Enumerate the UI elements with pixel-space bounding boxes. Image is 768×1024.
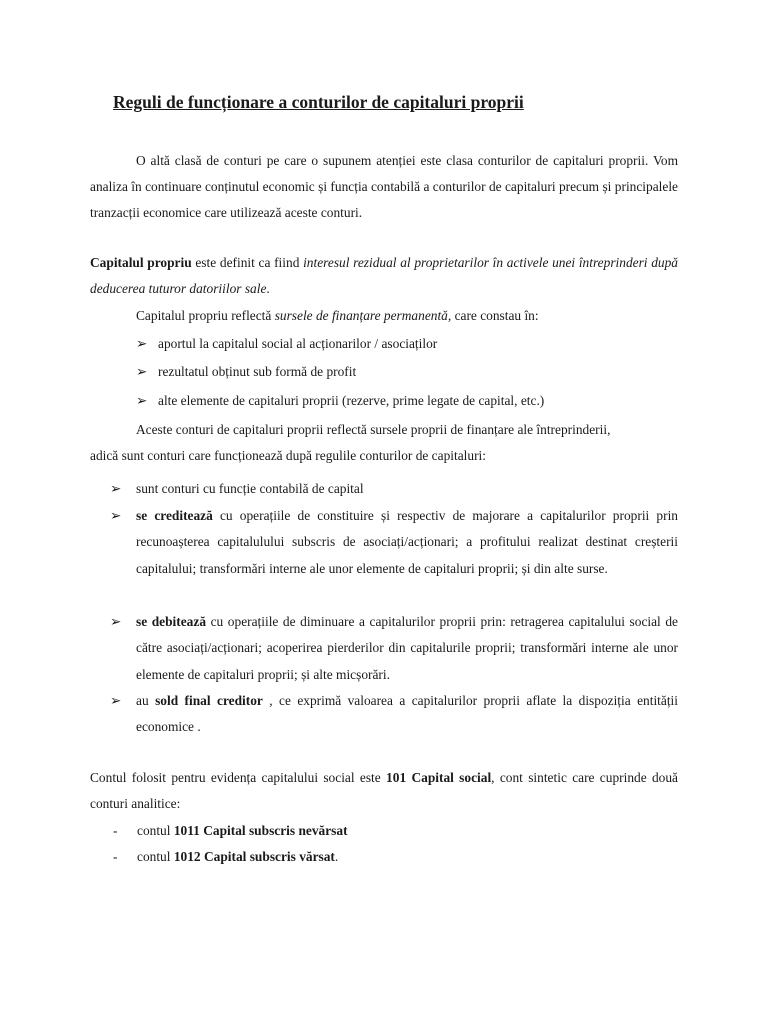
rule-bold: se debitează xyxy=(136,614,207,629)
definition-term: Capitalul propriu xyxy=(90,255,192,270)
analytic-post: . xyxy=(334,849,339,864)
list-item-text: alte elemente de capitaluri proprii (rezerve, prime legate de capital, etc.) xyxy=(158,393,545,408)
rule-text xyxy=(136,609,678,688)
rule-item xyxy=(110,609,678,688)
rule-body: cu operațiile de diminuare a capitalurilor proprii prin: retragerea capitalului social de către asociați/acționari; acoperirea pierderilor din capitalurile proprii; transformări interne ale unor elemente de capitaluri proprii; și alte micșorări. xyxy=(136,614,678,682)
list-item xyxy=(136,359,356,385)
analytic-account-item xyxy=(113,818,348,844)
analytic-pre: contul xyxy=(137,849,174,864)
list-item-text: rezultatul obținut sub formă de profit xyxy=(158,364,357,379)
dash-bullet-icon: - xyxy=(113,823,118,838)
analytic-account-item xyxy=(113,844,338,870)
reflects-after: care constau în: xyxy=(451,308,539,323)
definition-end: . xyxy=(266,281,270,297)
rule-body: cu operațiile de constituire și respectiv de majorare a capitalurilor proprii prin recunoașterea capitalulului subscris de asociați/acționari; a profitului realizat destinat creșterii capitalului; transformări interne ale unor elemente de capitaluri proprii; și din alte surse. xyxy=(136,508,678,576)
dash-bullet-icon: - xyxy=(113,849,118,864)
rule-bold: se creditează xyxy=(136,508,213,523)
rule-pre: au xyxy=(136,693,156,708)
arrow-bullet-icon: ➢ xyxy=(110,614,122,629)
capital-social-before: Contul folosit pentru evidența capitalului social este xyxy=(90,770,387,785)
arrow-bullet-icon: ➢ xyxy=(110,481,122,496)
reflects-line xyxy=(136,303,539,329)
accounts-line-2: adică sunt conturi care funcționează după regulile conturilor de capitaluri: xyxy=(90,448,486,464)
analytic-pre: contul xyxy=(137,823,174,838)
rule-bold: sold final creditor xyxy=(155,693,263,708)
definition-text: este definit ca fiind xyxy=(191,255,304,270)
rule-text xyxy=(136,503,678,582)
arrow-bullet-icon: ➢ xyxy=(110,508,122,523)
capital-social-after: , cont sintetic care cuprinde două conturi analitice: xyxy=(90,770,679,812)
definition-italic: interesul rezidual al proprietarilor în activele unei întreprinderi după deducerea tuturor datoriilor sale xyxy=(90,255,678,297)
reflects-italic: sursele de finanțare permanentă, xyxy=(274,308,452,323)
rule-body: , ce exprimă valoarea a capitalurilor proprii aflate la dispoziția entității economice . xyxy=(136,693,678,735)
rule-item xyxy=(110,476,678,502)
page-title: Reguli de funcționare a conturilor de capitaluri proprii xyxy=(113,92,524,112)
capital-social-paragraph xyxy=(90,765,678,817)
list-item xyxy=(136,388,544,414)
rule-text xyxy=(136,688,678,741)
accounts-paragraph xyxy=(90,417,678,469)
rule-text: sunt conturi cu funcție contabilă de capital xyxy=(136,481,364,496)
reflects-before: Capitalul propriu reflectă xyxy=(136,308,275,323)
accounts-line-1: Aceste conturi de capitaluri proprii reflectă sursele proprii de finanțare ale întreprinderii, xyxy=(136,422,611,437)
list-item xyxy=(136,331,437,357)
rule-item xyxy=(110,503,678,582)
arrow-bullet-icon: ➢ xyxy=(110,693,122,708)
definition-paragraph xyxy=(90,250,678,302)
list-item-text: aportul la capitalul social al acționarilor / asociaților xyxy=(158,336,438,351)
analytic-account: 1011 Capital subscris nevărsat xyxy=(173,823,348,838)
arrow-bullet-icon: ➢ xyxy=(136,336,148,351)
capital-social-account: 101 Capital social xyxy=(386,770,492,785)
analytic-account: 1012 Capital subscris vărsat xyxy=(173,849,335,864)
arrow-bullet-icon: ➢ xyxy=(136,364,148,379)
arrow-bullet-icon: ➢ xyxy=(136,393,148,408)
rule-item xyxy=(110,688,678,741)
intro-paragraph: O altă clasă de conturi pe care o supunem atenției este clasa conturilor de capitaluri proprii. Vom analiza în continuare conținutul economic și funcția contabilă a conturilor de capitaluri precum și principalele tranzacții economice care utilizează aceste conturi. xyxy=(90,153,678,221)
